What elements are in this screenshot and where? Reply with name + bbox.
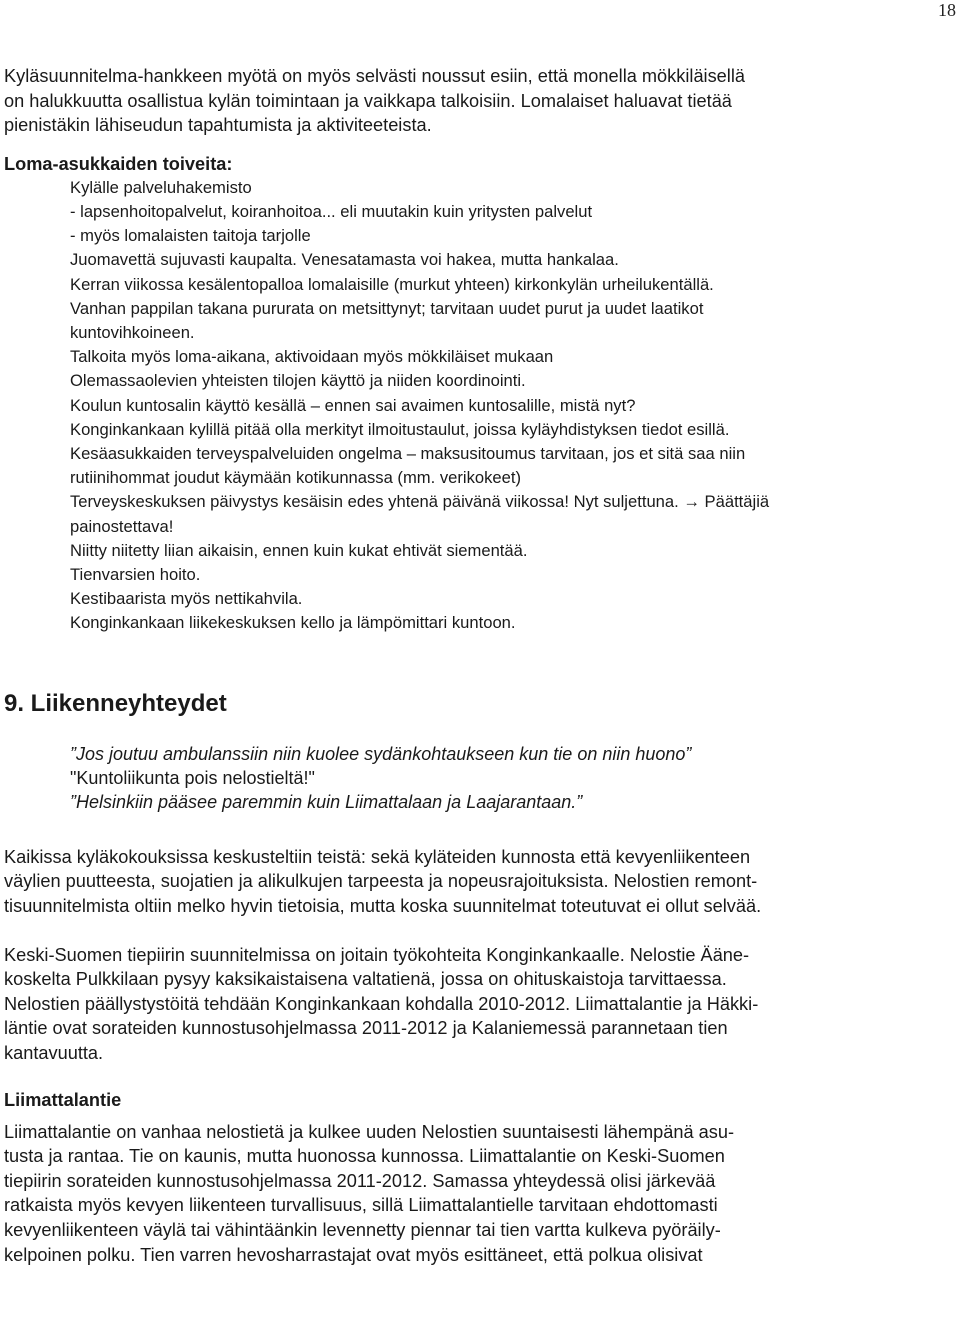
- text-line: Keski-Suomen tiepiirin suunnitelmissa on joitain työkohteita Konginkankaalle. Nelostie Ääne-: [4, 944, 750, 965]
- list-item: - lapsenhoitopalvelut, koiranhoitoa... eli muutakin kuin yritysten palvelut: [70, 201, 593, 221]
- text-line: koskelta Pulkkilaan pysyy kaksikaistaisena valtatienä, jossa on ohituskaistoja tarvittaessa.: [4, 969, 727, 990]
- text-line: Kyläsuunnitelma-hankkeen myötä on myös selvästi noussut esiin, että monella mökkiläisellä: [4, 66, 745, 86]
- list-item: Kerran viikossa kesälentopalloa lomalaisille (murkut yhteen) kirkonkylän urheilukentällä.: [70, 274, 714, 294]
- text-line: ratkaista myös kevyen liikenteen turvallisuus, sillä Liimattalantielle tarvitaan ehdottomasti: [4, 1195, 718, 1216]
- list-item: Talkoita myös loma-aikana, aktivoidaan myös mökkiläiset mukaan: [70, 347, 554, 367]
- list-item: rutiinihommat joudut käymään kotikunnassa (mm. verikokeet): [70, 468, 521, 488]
- text-line: Nelostien päällystystöitä tehdään Konginkankaan kohdalla 2010-2012. Liimattalantie ja Häkki-: [4, 993, 759, 1014]
- list-item: Kylälle palveluhakemisto: [70, 177, 252, 197]
- quotes-block: [70, 742, 956, 815]
- list-item: Terveyskeskuksen päivystys kesäisin edes yhtenä päivänä viikossa! Nyt suljettuna. → Päättäjiä: [70, 492, 770, 512]
- text-line: väylien puutteesta, suojatien ja alikulkujen tarpeesta ja nopeusrajoituksista. Nelostien remont-: [4, 871, 758, 892]
- text-line: tusta ja rantaa. Tie on kaunis, mutta huonossa kunnossa. Liimattalantie on Keski-Suomen: [4, 1146, 725, 1167]
- section-title: 9. Liikenneyhteydet: [4, 689, 227, 717]
- list-item: Kesäasukkaiden terveyspalveluiden ongelma – maksusitoumus tarvitaan, jos et sitä saa niin: [70, 444, 746, 464]
- quote-line: "Kuntoliikunta pois nelostieltä!": [70, 768, 315, 789]
- list-item: Kestibaarista myös nettikahvila.: [70, 589, 303, 609]
- text-line: Kaikissa kyläkokouksissa keskusteltiin teistä: sekä kyläteiden kunnosta että kevyenliikenteen: [4, 846, 751, 867]
- text-line: tiepiirin sorateiden kunnostusohjelmassa 2011-2012. Samassa yhteydessä olisi järkevää: [4, 1170, 716, 1191]
- roads-paragraph: [4, 845, 956, 919]
- subsection-heading: Liimattalantie: [4, 1089, 122, 1110]
- page-content: [4, 64, 956, 1267]
- list-item: Koulun kuntosalin käyttö kesällä – ennen sai avaimen kuntosalille, mistä nyt?: [70, 395, 636, 415]
- text-line: tisuunnitelmista oltiin melko hyvin tietoisia, mutta koska suunnitelmat toteutuvat ei ollut selvää.: [4, 896, 762, 917]
- wishes-list: [70, 176, 956, 636]
- list-item: Konginkankaan liikekeskuksen kello ja lämpömittari kuntoon.: [70, 613, 516, 633]
- text-line: Liimattalantie on vanhaa nelostietä ja kulkee uuden Nelostien suuntaisesti lähempänä asu-: [4, 1121, 734, 1142]
- text-line: pienistäkin lähiseudun tapahtumista ja aktiviteeteista.: [4, 115, 432, 136]
- list-item: Olemassaolevien yhteisten tilojen käyttö ja niiden koordinointi.: [70, 371, 526, 391]
- text-line: kantavuutta.: [4, 1043, 104, 1064]
- liimattalantie-paragraph: [4, 1120, 956, 1268]
- list-item: Niitty niitetty liian aikaisin, ennen kuin kukat ehtivät siementää.: [70, 540, 528, 560]
- list-item: Tienvarsien hoito.: [70, 565, 201, 585]
- wishes-heading: Loma-asukkaiden toiveita:: [4, 153, 233, 174]
- page-number: 18: [938, 0, 956, 20]
- text-line: läntie ovat sorateiden kunnostusohjelmassa 2011-2012 ja Kalaniemessä parannetaan tien: [4, 1018, 728, 1039]
- quote-line: ”Helsinkiin pääsee paremmin kuin Liimattalaan ja Laajarantaan.”: [70, 792, 583, 813]
- list-item: - myös lomalaisten taitoja tarjolle: [70, 226, 311, 246]
- list-item: kuntovihkoineen.: [70, 323, 195, 342]
- text-line: on halukkuutta osallistua kylän toimintaan ja vaikkapa talkoisiin. Lomalaiset haluavat tietää: [4, 90, 732, 111]
- quote-line: ”Jos joutuu ambulanssiin niin kuolee sydänkohtaukseen kun tie on niin huono”: [70, 743, 692, 764]
- list-item: Konginkankaan kylillä pitää olla merkityt ilmoitustaulut, joissa kyläyhdistyksen tiedot esillä.: [70, 419, 730, 439]
- text-line: kelpoinen polku. Tien varren hevosharrastajat ovat myös esittäneet, että polkua olisivat: [4, 1244, 703, 1265]
- text-line: kevyenliikenteen väylä tai vähintäänkin levennetty piennar tai tien vartta kulkeva pyöräily-: [4, 1219, 721, 1240]
- plans-paragraph: [4, 943, 956, 1066]
- list-item: Vanhan pappilan takana pururata on metsittynyt; tarvitaan uudet purut ja uudet laatikot: [70, 298, 704, 318]
- list-item: painostettava!: [70, 516, 174, 536]
- intro-paragraph: [4, 64, 956, 138]
- list-item: Juomavettä sujuvasti kaupalta. Venesatamasta voi hakea, mutta hankalaa.: [70, 250, 619, 270]
